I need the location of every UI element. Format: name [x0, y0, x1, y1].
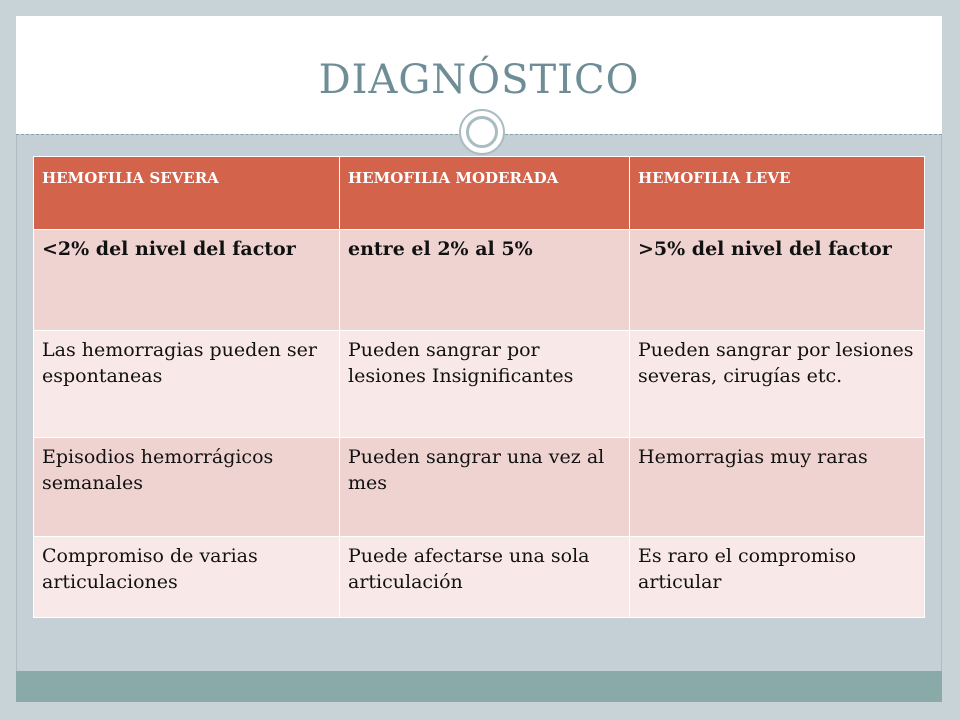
table-cell: Hemorragias muy raras	[630, 438, 925, 537]
table-cell: >5% del nivel del factor	[630, 230, 925, 331]
table-row	[34, 537, 925, 618]
table-row	[34, 230, 925, 331]
footer-accent-bar	[16, 671, 942, 702]
table-cell: Las hemorragias pueden ser espontaneas	[34, 331, 340, 438]
table-cell: entre el 2% al 5%	[340, 230, 630, 331]
slide-title: DIAGNÓSTICO	[318, 57, 640, 103]
table-row	[34, 331, 925, 438]
table-cell: Pueden sangrar una vez al mes	[340, 438, 630, 537]
diagnosis-table	[33, 156, 925, 618]
table-row	[34, 438, 925, 537]
header-moderada: HEMOFILIA MODERADA	[340, 157, 630, 230]
table-cell: Es raro el compromiso articular	[630, 537, 925, 618]
circle-ornament-inner	[466, 116, 498, 148]
table-cell: Compromiso de varias articulaciones	[34, 537, 340, 618]
table-cell: Puede afectarse una sola articulación	[340, 537, 630, 618]
header-severa: HEMOFILIA SEVERA	[34, 157, 340, 230]
circle-ornament-icon	[459, 109, 505, 155]
table-cell: Episodios hemorrágicos semanales	[34, 438, 340, 537]
header-leve: HEMOFILIA LEVE	[630, 157, 925, 230]
table-cell: <2% del nivel del factor	[34, 230, 340, 331]
table-header-row	[34, 157, 925, 230]
table-cell: Pueden sangrar por lesiones severas, cirugías etc.	[630, 331, 925, 438]
table-cell: Pueden sangrar por lesiones Insignificantes	[340, 331, 630, 438]
